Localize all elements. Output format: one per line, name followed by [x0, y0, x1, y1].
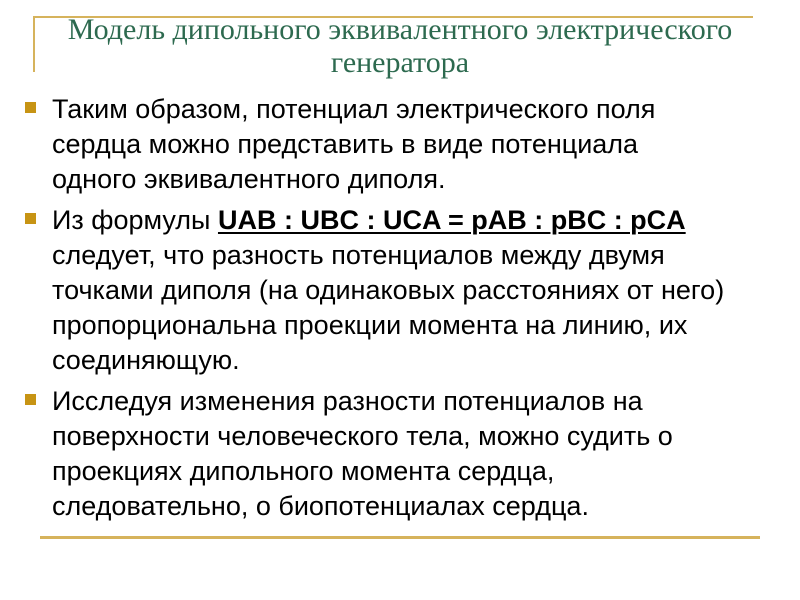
left-gold-corner-drop: [33, 16, 35, 72]
formula-prefix: Из формулы: [52, 205, 218, 235]
bullet-item-3: [25, 384, 790, 524]
text-line: пропорциональна проекции момента на линию, их: [52, 310, 688, 340]
bullet-3-text: [52, 384, 673, 524]
slide-title: Модель дипольного эквивалентного электрического генератора: [67, 13, 733, 79]
text-line: Исследуя изменения разности потенциалов на: [52, 386, 643, 416]
text-line: следует, что разность потенциалов между двумя: [52, 240, 665, 270]
bullet-list: [25, 92, 790, 530]
text-line: поверхности человеческого тела, можно судить о: [52, 421, 673, 451]
text-line: одного эквивалентного диполя.: [52, 164, 446, 194]
text-line: проекциях дипольного момента сердца,: [52, 456, 555, 486]
text-line-with-formula: [52, 203, 724, 238]
bullet-square-icon: [25, 102, 36, 113]
text-line: сердца можно представить в виде потенциала: [52, 129, 639, 159]
text-line: соединяющую.: [52, 345, 240, 375]
dipole-ratio-formula: UAB : UBC : UCA = pAB : pBC : pCA: [217, 205, 686, 235]
bullet-item-2: [25, 203, 790, 378]
bullet-item-1: [25, 92, 790, 197]
bullet-square-icon: [25, 213, 36, 224]
bullet-2-text: [52, 203, 724, 378]
text-line: следовательно, о биопотенциалах сердца.: [52, 491, 589, 521]
text-line: Таким образом, потенциал электрического поля: [52, 94, 656, 124]
bullet-1-text: [52, 92, 655, 197]
text-line: точками диполя (на одинаковых расстояниях от него): [52, 275, 725, 305]
bullet-square-icon: [25, 394, 36, 405]
bottom-divider-line: [40, 536, 760, 539]
